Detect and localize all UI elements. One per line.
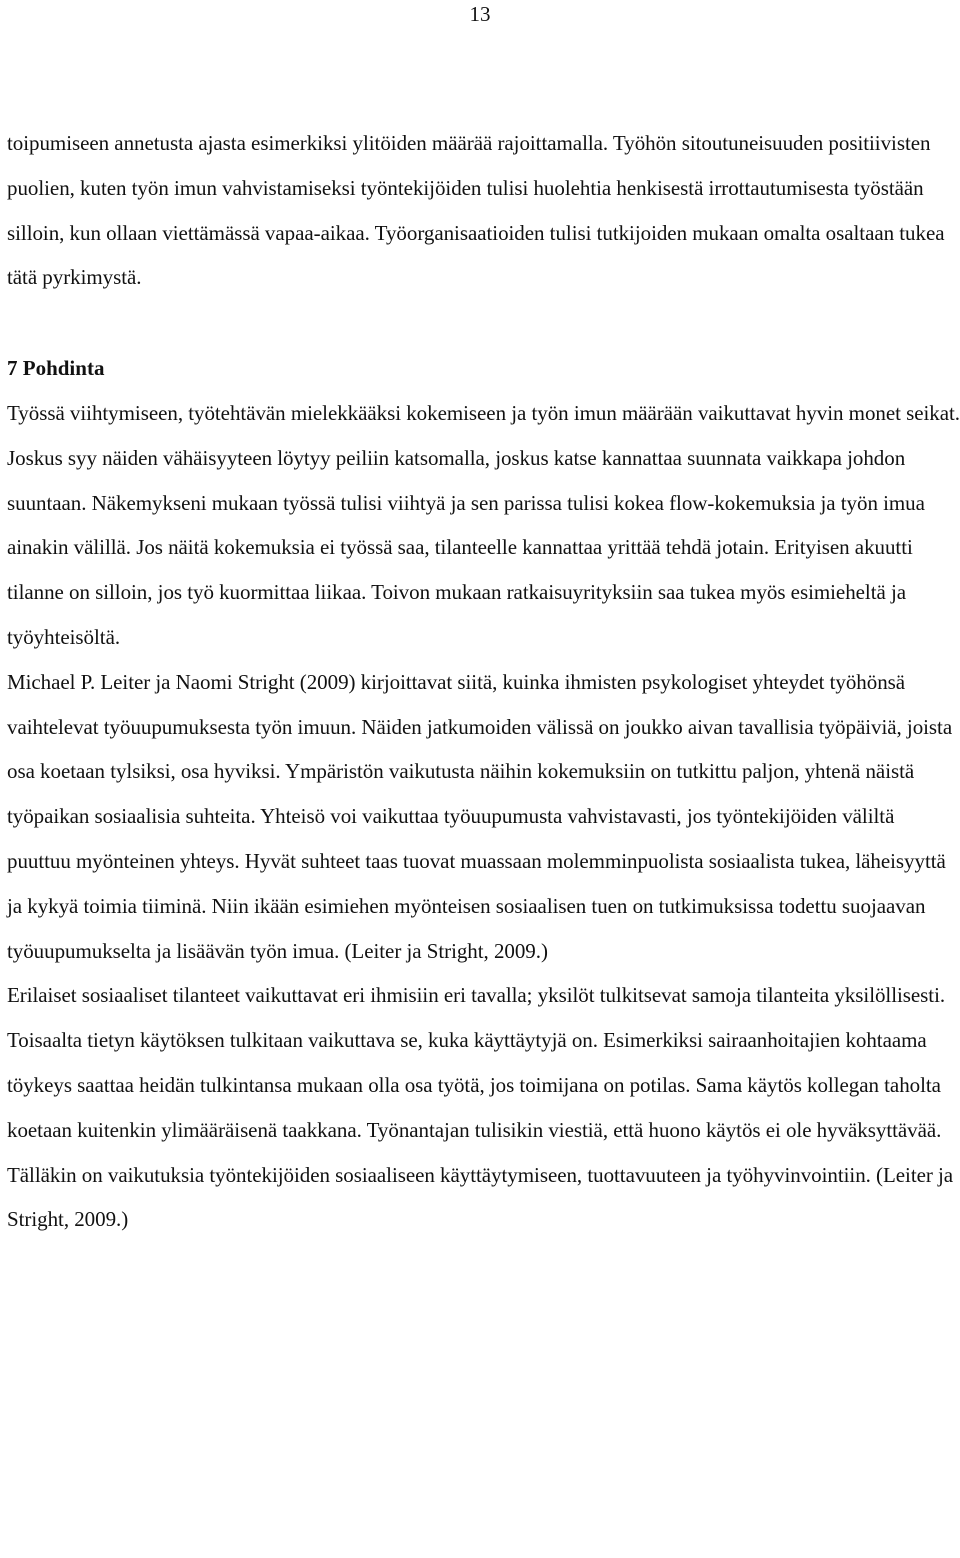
- paragraph-continuation: toipumiseen annetusta ajasta esimerkiksi ylitöiden määrää rajoittamalla. Työhön sitoutuneisuuden positiivisten puolien, kuten työn imun vahvistamiseksi työntekijöiden tulisi huolehtia henkisestä irrottautumisesta työstään silloin, kun ollaan viettämässä vapaa-aikaa. Työorganisaatioiden tulisi tutkijoiden mukaan omalta osaltaan tukea tätä pyrkimystä.: [7, 131, 945, 290]
- paragraph-social-situations: Erilaiset sosiaaliset tilanteet vaikuttavat eri ihmisiin eri tavalla; yksilöt tulkitsevat samoja tilanteita yksilöllisesti. Toisaalta tietyn käytöksen tulkitaan vaikuttava se, kuka käyttäytyjä on. Esimerkiksi sairaanhoitajien kohtaama töykeys saattaa heidän tulkintansa mukaan olla osa työtä, jos toimijana on potilas. Sama käytös kollegan taholta koetaan kuitenkin ylimääräisenä taakkana. Työnantajan tulisikin viestiä, että huono käytös ei ole hyväksyttävää. Tälläkin on vaikutuksia työntekijöiden sosiaaliseen käyttäytymiseen, tuottavuuteen ja työhyvinvointiin. (Leiter ja Stright, 2009.): [7, 983, 954, 1232]
- page-number: 13: [469, 2, 491, 26]
- section-heading: 7 Pohdinta: [7, 356, 105, 381]
- paragraph-discussion-intro: Työssä viihtymiseen, työtehtävän mielekkääksi kokemiseen ja työn imun määrään vaikuttavat hyvin monet seikat. Joskus syy näiden vähäisyyteen löytyy peiliin katsomalla, joskus katse kannattaa suunnata vaikkapa johdon suuntaan. Näkemykseni mukaan työssä tulisi viihtyä ja sen parissa tulisi kokea flow-kokemuksia ja työn imua ainakin välillä. Jos näitä kokemuksia ei työssä saa, tilanteelle kannattaa yrittää tehdä jotain. Erityisen akuutti tilanne on silloin, jos työ kuormittaa liikaa. Toivon mukaan ratkaisuyrityksiin saa tukea myös esimieheltä ja työyhteisöltä.: [7, 400, 960, 649]
- document-body: [7, 121, 960, 1242]
- paragraph-leiter-stright: Michael P. Leiter ja Naomi Stright (2009) kirjoittavat siitä, kuinka ihmisten psykologiset yhteydet työhönsä vaihtelevat työuupumuksesta työn imuun. Näiden jatkumoiden välissä on joukko aivan tavallisia työpäiviä, joista osa koetaan tylsiksi, osa hyviksi. Ympäristön vaikutusta näihin kokemuksiin on tutkittu paljon, yhtenä näistä työpaikan sosiaalisia suhteita. Yhteisö voi vaikuttaa työuupumusta vahvistavasti, jos työntekijöiden väliltä puuttuu myönteinen yhteys. Hyvät suhteet taas tuovat muassaan molemminpuolista sosiaalista tukea, läheisyyttä ja kykyä toimia tiiminä. Niin ikään esimiehen myönteisen sosiaalisen tuen on tutkimuksissa todettu suojaavan työuupumukselta ja lisäävän työn imua. (Leiter ja Stright, 2009.): [7, 669, 953, 963]
